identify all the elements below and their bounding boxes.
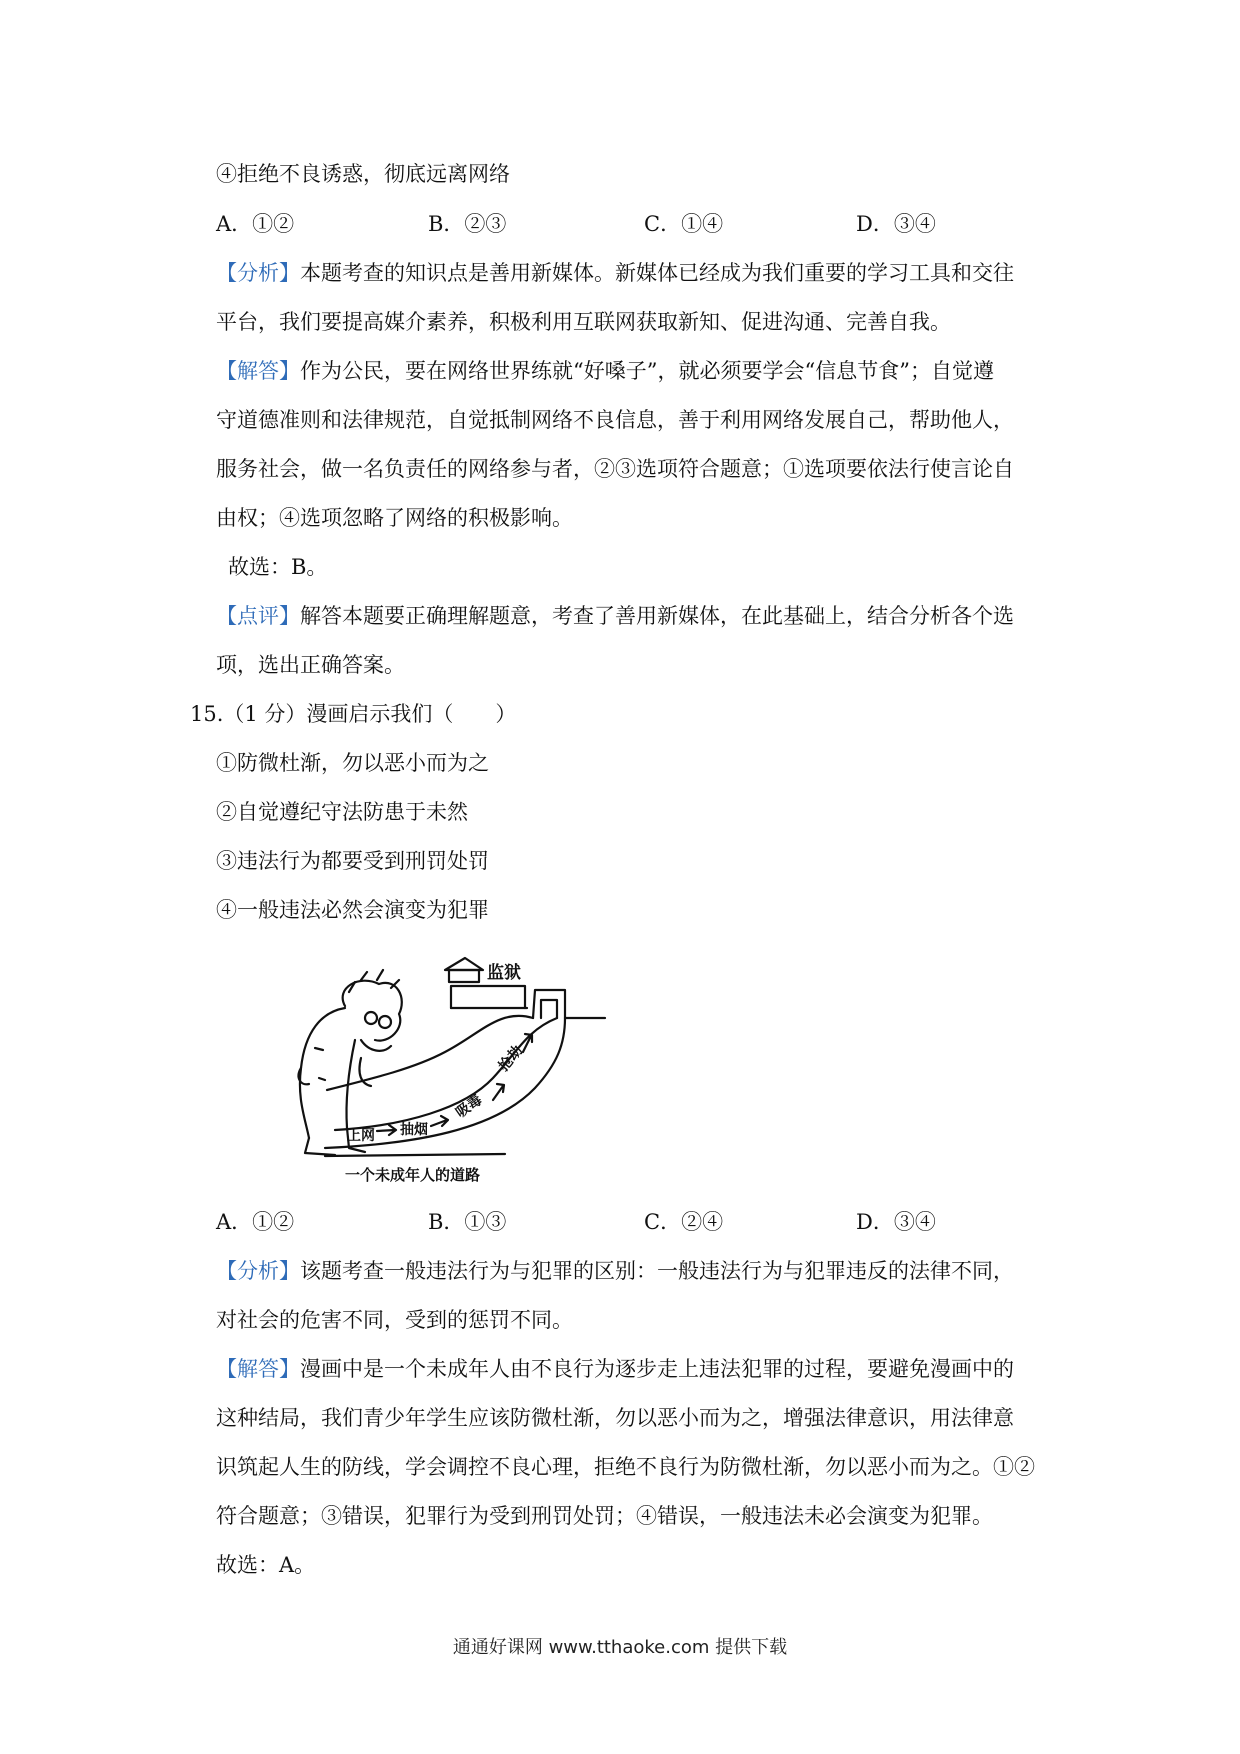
q14-comment-line-2: 项，选出正确答案。	[216, 653, 405, 677]
comment-text: 解答本题要正确理解题意，考查了善用新媒体，在此基础上，结合分析各个选	[300, 604, 1014, 628]
q15-item-4: ④一般违法必然会演变为犯罪	[216, 898, 489, 922]
q14-choice: 故选：B。	[228, 555, 328, 579]
q15-stem: 15.（1 分）漫画启示我们（ ）	[190, 702, 517, 726]
q15-answer-line-3: 识筑起人生的防线，学会调控不良心理，拒绝不良行为防微杜渐，勿以恶小而为之。①②	[216, 1455, 1035, 1479]
q15-answer-line-2: 这种结局，我们青少年学生应该防微杜渐，勿以恶小而为之，增强法律意识，用法律意	[216, 1406, 1014, 1430]
q15-option-a[interactable]: A．①②	[216, 1210, 295, 1234]
q15-analysis-line-2: 对社会的危害不同，受到的惩罚不同。	[216, 1308, 573, 1332]
q15-option-d[interactable]: D．③④	[856, 1210, 936, 1234]
step-label-drugs: 吸毒	[453, 1092, 486, 1122]
q15-choice: 故选：A。	[216, 1553, 316, 1577]
cartoon-caption: 一个未成年人的道路	[345, 1166, 481, 1184]
answer-tag: 【解答】	[216, 1357, 300, 1381]
answer-text: 漫画中是一个未成年人由不良行为逐步走上违法犯罪的过程，要避免漫画中的	[300, 1357, 1014, 1381]
q15-answer-line-4: 符合题意；③错误，犯罪行为受到刑罚处罚；④错误，一般违法未必会演变为犯罪。	[216, 1504, 993, 1528]
analysis-text: 本题考查的知识点是善用新媒体。新媒体已经成为我们重要的学习工具和交往	[300, 261, 1014, 285]
step-label-robbery: 抢劫	[495, 1042, 527, 1075]
q15-item-3: ③违法行为都要受到刑罚处罚	[216, 849, 489, 873]
analysis-tag: 【分析】	[216, 261, 300, 285]
q14-item-4: ④拒绝不良诱惑，彻底远离网络	[216, 162, 510, 186]
q15-item-1: ①防微杜渐，勿以恶小而为之	[216, 751, 489, 775]
q15-answer-line-1	[216, 1355, 1014, 1383]
q15-option-c[interactable]: C．②④	[644, 1210, 724, 1234]
q14-option-c[interactable]: C．①④	[644, 212, 724, 236]
q14-answer-line-2: 守道德准则和法律规范，自觉抵制网络不良信息，善于利用网络发展自己，帮助他人，	[216, 408, 1014, 432]
analysis-tag: 【分析】	[216, 1259, 300, 1283]
answer-text: 作为公民，要在网络世界练就“好嗓子”，就必须要学会“信息节食”；自觉遵	[300, 359, 994, 383]
q14-comment-line-1	[216, 602, 1014, 630]
q15-item-2: ②自觉遵纪守法防患于未然	[216, 800, 468, 824]
q14-answer-line-1	[216, 357, 994, 385]
q14-option-b[interactable]: B．②③	[428, 212, 507, 236]
q14-analysis-line-2: 平台，我们要提高媒介素养，积极利用互联网获取新知、促进沟通、完善自我。	[216, 310, 951, 334]
q15-option-b[interactable]: B．①③	[428, 1210, 507, 1234]
step-label-smoking: 抽烟	[400, 1122, 428, 1138]
page-footer: 通通好课网 www.tthaoke.com 提供下载	[452, 1637, 788, 1658]
analysis-text: 该题考查一般违法行为与犯罪的区别：一般违法行为与犯罪违反的法律不同，	[300, 1259, 1014, 1283]
q15-analysis-line-1	[216, 1257, 1014, 1285]
answer-tag: 【解答】	[216, 359, 300, 383]
q14-option-a[interactable]: A．①②	[216, 212, 295, 236]
comment-tag: 【点评】	[216, 604, 300, 628]
step-label-online: 上网	[347, 1128, 375, 1144]
prison-label: 监狱	[487, 963, 521, 983]
cartoon-illustration	[265, 948, 625, 1190]
q14-answer-line-4: 由权；④选项忽略了网络的积极影响。	[216, 506, 573, 530]
q14-analysis-line-1	[216, 259, 1014, 287]
q14-answer-line-3: 服务社会，做一名负责任的网络参与者，②③选项符合题意；①选项要依法行使言论自	[216, 457, 1014, 481]
q14-option-d[interactable]: D．③④	[856, 212, 936, 236]
